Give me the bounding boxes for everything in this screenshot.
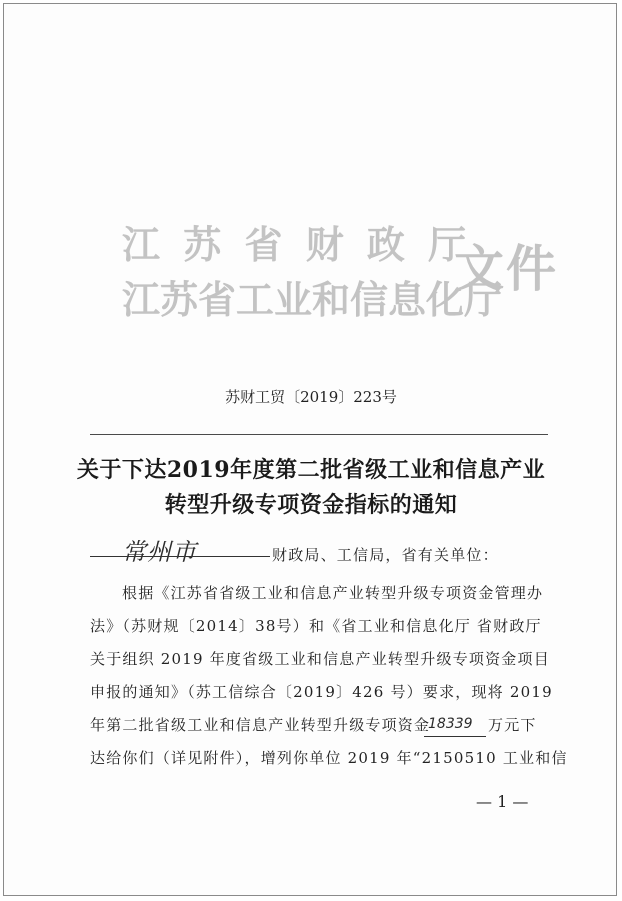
page-number: — 1 — [476,792,529,811]
document-label: 文件 [454,240,558,298]
handwritten-amount: 18339 [428,716,473,732]
handwritten-city: 常州市 [122,538,197,566]
document-page [3,3,617,896]
notice-title-line-2: 转型升级专项资金指标的通知 [164,492,458,518]
body-line-3: 关于组织 2019 年度省级工业和信息产业转型升级专项资金项目 [90,650,550,668]
header-divider [90,434,548,435]
body-line-5: 年第二批省级工业和信息产业转型升级专项资金 [90,716,431,734]
body-line-4: 申报的通知》（苏工信综合〔2019〕426 号）要求，现将 2019 [90,683,553,701]
amount-blank-line [424,736,486,737]
body-line-2: 法》（苏财规〔2014〕38号）和《省工业和信息化厅 省财政厅 [90,617,542,635]
notice-title-line-1: 关于下达2019年度第二批省级工业和信息产业 [76,457,546,483]
amount-suffix: 万元下 [488,716,537,734]
addressee-blank-line [90,556,270,557]
agency-name-industry: 江苏省工业和信息化厅 [122,278,503,322]
body-line-6: 达给你们（详见附件），增列你单位 2019 年“2150510 工业和信 [90,749,568,767]
body-line-1: 根据《江苏省省级工业和信息产业转型升级专项资金管理办 [122,584,544,602]
letterhead [122,214,562,334]
agency-name-finance: 江 苏 省 财 政 厅 [122,223,472,267]
addressee-text: 财政局、工信局，省有关单位： [272,546,499,564]
document-number: 苏财工贸〔2019〕223号 [225,388,397,406]
